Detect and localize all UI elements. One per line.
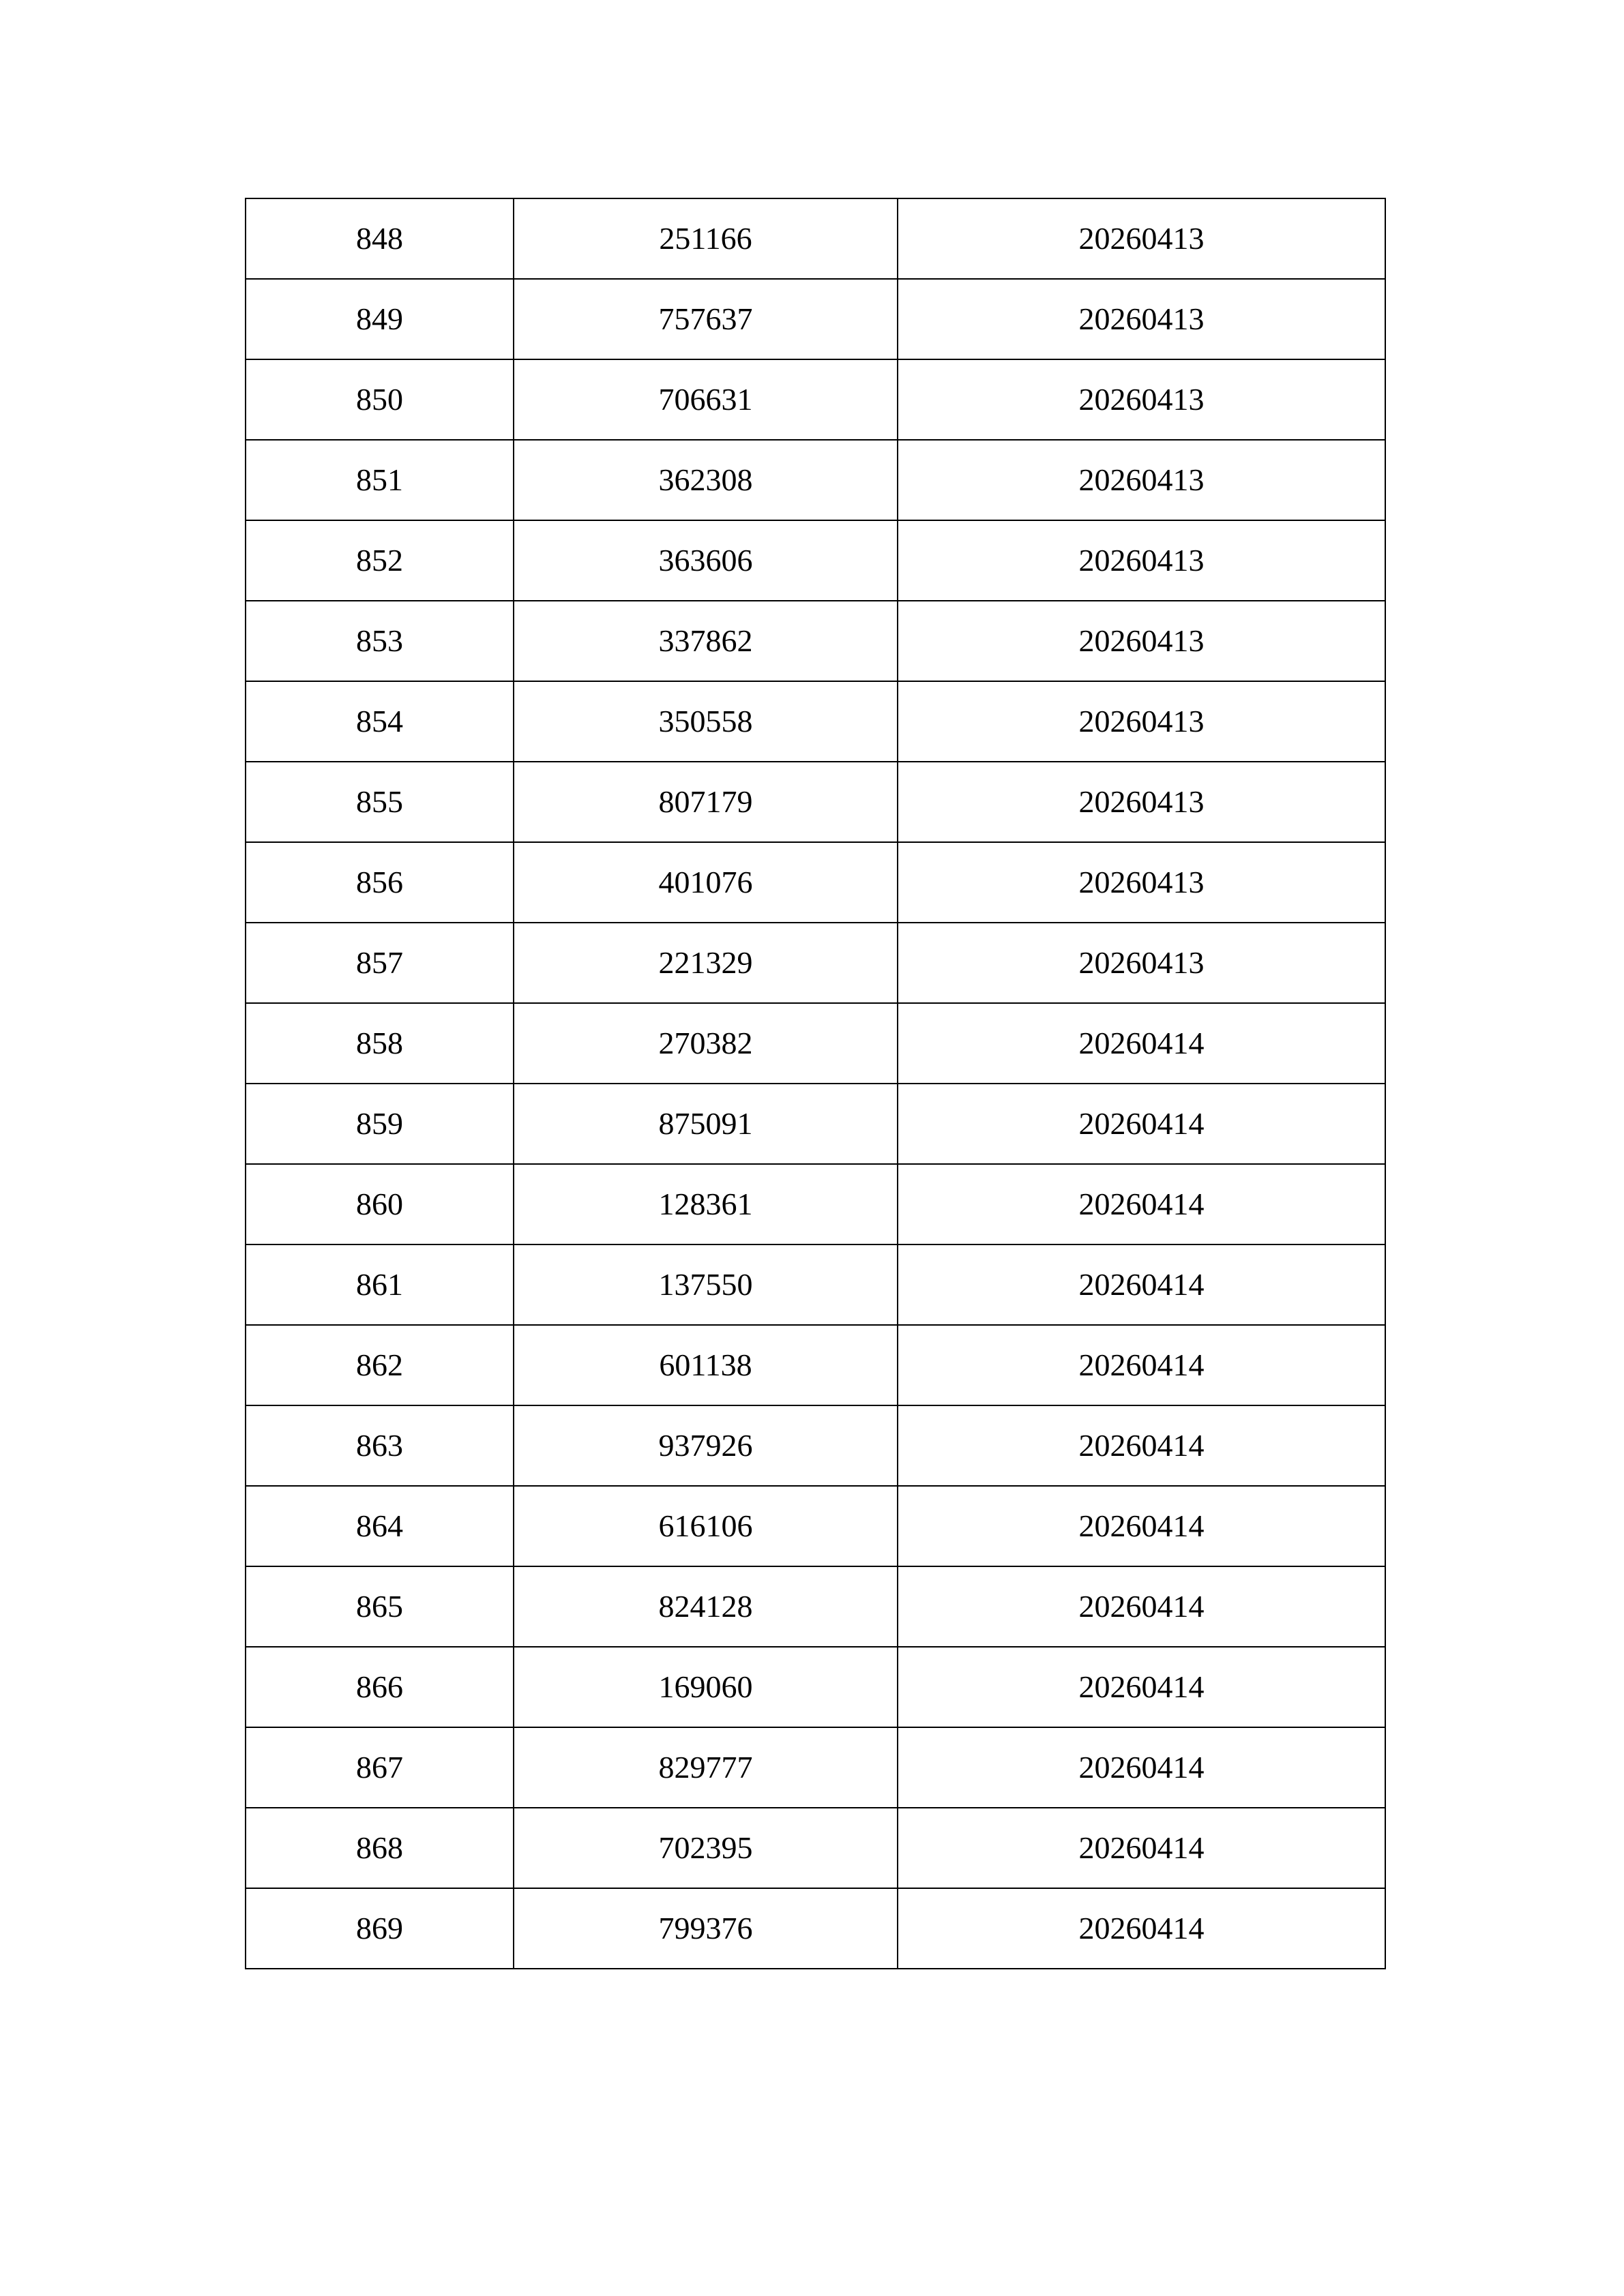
date-cell: 20260414 [898,1647,1385,1727]
table-row [246,440,1385,520]
code-cell: 221329 [514,923,898,1003]
date-cell: 20260413 [898,198,1385,279]
date-cell: 20260413 [898,681,1385,762]
table-row [246,1486,1385,1566]
code-cell: 401076 [514,842,898,923]
table-row [246,1405,1385,1486]
row-number-cell: 851 [246,440,514,520]
table-row [246,1164,1385,1244]
code-cell: 807179 [514,762,898,842]
table-row [246,1244,1385,1325]
row-number-cell: 868 [246,1808,514,1888]
code-cell: 875091 [514,1084,898,1164]
row-number-cell: 855 [246,762,514,842]
date-cell: 20260414 [898,1244,1385,1325]
table-row [246,681,1385,762]
table-row [246,1325,1385,1405]
date-cell: 20260414 [898,1888,1385,1969]
code-cell: 350558 [514,681,898,762]
table-row [246,1888,1385,1969]
row-number-cell: 861 [246,1244,514,1325]
date-cell: 20260414 [898,1325,1385,1405]
row-number-cell: 854 [246,681,514,762]
row-number-cell: 862 [246,1325,514,1405]
date-cell: 20260413 [898,520,1385,601]
date-cell: 20260414 [898,1486,1385,1566]
row-number-cell: 859 [246,1084,514,1164]
table-row [246,1808,1385,1888]
date-cell: 20260414 [898,1727,1385,1808]
code-cell: 937926 [514,1405,898,1486]
row-number-cell: 850 [246,359,514,440]
date-cell: 20260413 [898,842,1385,923]
row-number-cell: 858 [246,1003,514,1084]
code-cell: 169060 [514,1647,898,1727]
row-number-cell: 860 [246,1164,514,1244]
code-cell: 616106 [514,1486,898,1566]
data-table [245,198,1386,1969]
date-cell: 20260414 [898,1084,1385,1164]
code-cell: 757637 [514,279,898,359]
table-row [246,1566,1385,1647]
row-number-cell: 865 [246,1566,514,1647]
table-row [246,1727,1385,1808]
date-cell: 20260413 [898,279,1385,359]
code-cell: 270382 [514,1003,898,1084]
table-row [246,198,1385,279]
row-number-cell: 863 [246,1405,514,1486]
code-cell: 702395 [514,1808,898,1888]
date-cell: 20260414 [898,1566,1385,1647]
table-row [246,762,1385,842]
date-cell: 20260414 [898,1164,1385,1244]
code-cell: 363606 [514,520,898,601]
row-number-cell: 864 [246,1486,514,1566]
row-number-cell: 853 [246,601,514,681]
table-row [246,279,1385,359]
row-number-cell: 857 [246,923,514,1003]
code-cell: 128361 [514,1164,898,1244]
table-row [246,923,1385,1003]
code-cell: 251166 [514,198,898,279]
table-body [246,198,1385,1969]
row-number-cell: 856 [246,842,514,923]
code-cell: 362308 [514,440,898,520]
table-row [246,1003,1385,1084]
date-cell: 20260414 [898,1405,1385,1486]
code-cell: 829777 [514,1727,898,1808]
date-cell: 20260414 [898,1808,1385,1888]
row-number-cell: 866 [246,1647,514,1727]
date-cell: 20260413 [898,923,1385,1003]
code-cell: 137550 [514,1244,898,1325]
date-cell: 20260413 [898,601,1385,681]
date-cell: 20260414 [898,1003,1385,1084]
code-cell: 799376 [514,1888,898,1969]
date-cell: 20260413 [898,440,1385,520]
code-cell: 337862 [514,601,898,681]
table-row [246,601,1385,681]
table-row [246,1647,1385,1727]
date-cell: 20260413 [898,762,1385,842]
table-row [246,359,1385,440]
code-cell: 601138 [514,1325,898,1405]
table-row [246,520,1385,601]
code-cell: 824128 [514,1566,898,1647]
table-row [246,842,1385,923]
row-number-cell: 852 [246,520,514,601]
date-cell: 20260413 [898,359,1385,440]
code-cell: 706631 [514,359,898,440]
row-number-cell: 848 [246,198,514,279]
row-number-cell: 849 [246,279,514,359]
row-number-cell: 869 [246,1888,514,1969]
table-row [246,1084,1385,1164]
row-number-cell: 867 [246,1727,514,1808]
